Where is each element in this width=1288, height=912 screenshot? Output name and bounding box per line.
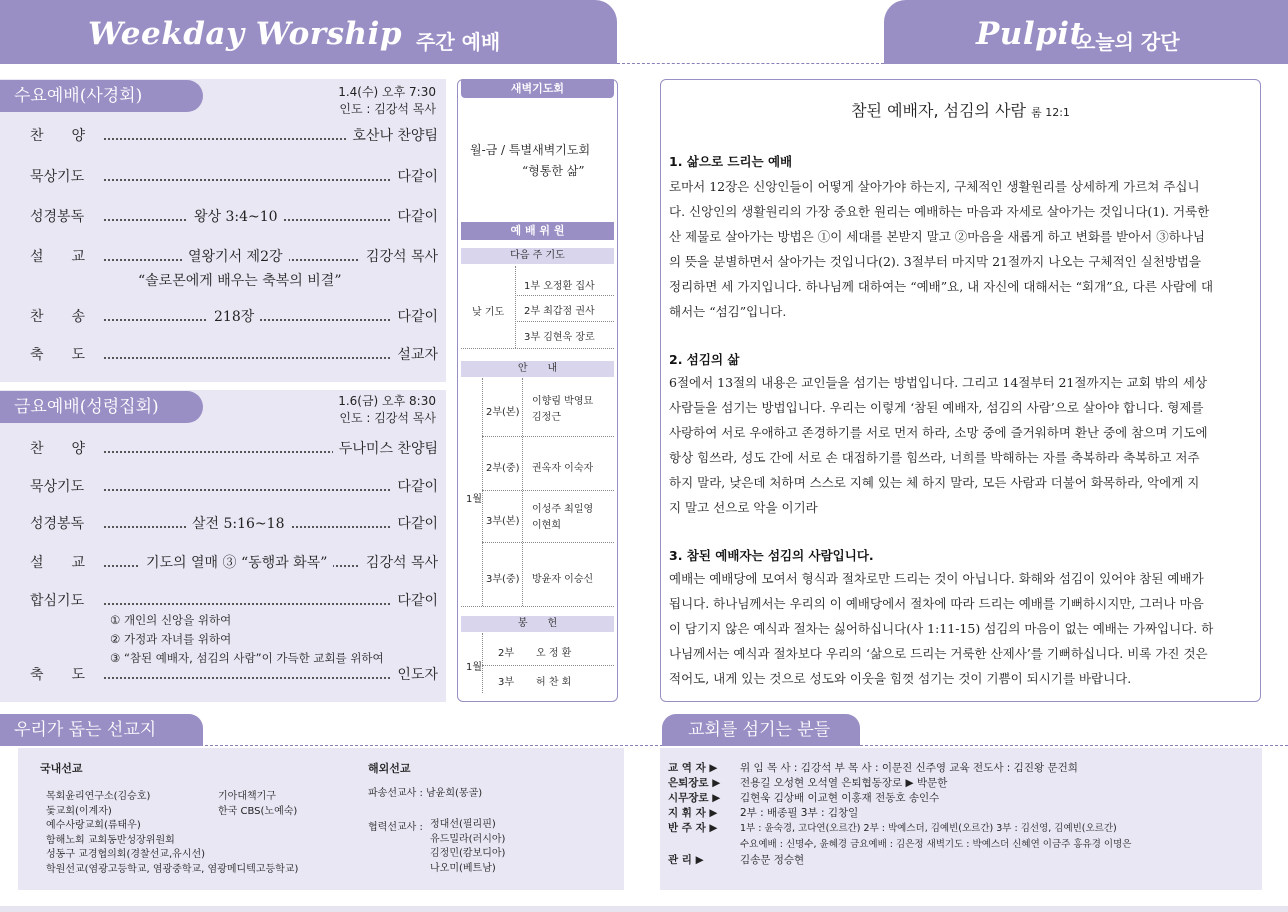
header-divider bbox=[617, 63, 884, 64]
header-pulpit-korean: 오늘의 강단 bbox=[1076, 30, 1180, 54]
guide-part: 3부(본) bbox=[486, 516, 520, 527]
guide-names: 방윤자 이승신 bbox=[532, 574, 594, 585]
guide-header: 안 내 bbox=[461, 361, 614, 377]
mission-item: 김정민(캄보디아) bbox=[430, 848, 506, 859]
friday-info bbox=[338, 393, 436, 427]
mission-item: 유드밀라(러시아) bbox=[430, 833, 506, 845]
guide-month: 1월 bbox=[466, 494, 483, 505]
dawn-line1: 월-금 / 특별새벽기도회 bbox=[470, 143, 591, 157]
fri-row-praise: 찬 양 두나미스 찬양팀 bbox=[30, 438, 438, 460]
sermon-section-body: 로마서 12장은 신앙인들이 어떻게 살아가야 하는지, 구체적인 생활원리를 상세하게 가르쳐 주십니 다. 신앙인의 생활원리의 가장 중요한 원리는 예배하는 마음과 자세로 살아가는 것입니다(1). 거룩한 산 제물로 살아가는 방법은 ①이 세대를 본받지 말고 ②마음을 새롭게 하고 변화를 받아서 ③하나님 의 뜻을 분별하면서 살아가는 것입니다(2). 3절부터 마지막 21절까지 나오는 구체적인 실천방법을 정리하면 세 가지입니다. 하나님께 대하여는 “예배”요, 내 자신에 대해서는 “회개”요, 다른 사람에 대 해서는 “섬김”입니다. bbox=[669, 179, 1214, 319]
offering-name: 오 정 환 bbox=[536, 648, 572, 659]
prayer-row: 1부 오정환 집사 bbox=[524, 281, 595, 292]
guide-part: 3부(중) bbox=[486, 574, 520, 585]
prayer-label: 낮 기도 bbox=[472, 307, 505, 318]
domestic-title: 국내선교 bbox=[40, 762, 83, 775]
wed-row-hymn: 찬 송 218장 다같이 bbox=[30, 306, 438, 328]
wednesday-tab: 수요예배(사경회) bbox=[0, 80, 203, 112]
wednesday-leader: 인도 : 김강석 목사 bbox=[339, 102, 436, 116]
mission-item: 함해노회 교회동반성장위원회 bbox=[46, 834, 175, 846]
prayer-header: 다음 주 기도 bbox=[461, 248, 614, 264]
fri-row-prayer: 합심기도 다같이 bbox=[30, 590, 438, 612]
wed-sermon-subtitle: “솔로몬에게 배우는 축복의 비결” bbox=[138, 273, 342, 289]
guide-part: 2부(중) bbox=[486, 463, 520, 474]
header-weekday-script: Weekday Worship bbox=[88, 16, 403, 52]
servant-label: 지 휘 자 ▶ bbox=[668, 807, 718, 819]
servant-label: 교 역 자 ▶ bbox=[668, 762, 718, 774]
dawn-line2: “형통한 삶” bbox=[522, 164, 585, 178]
servant-text: 전용길 오성현 오석열 은퇴협동장로 ▶ 박문한 bbox=[740, 777, 948, 789]
servant-text: 위 임 목 사 : 김강석 부 목 사 : 이문진 신주영 교육 전도사 : 김진왕 문건희 bbox=[740, 762, 1078, 774]
wednesday-date: 1.4(수) 오후 7:30 bbox=[338, 85, 436, 99]
offering-name: 허 찬 회 bbox=[536, 677, 572, 688]
mission-item: 성동구 교경협의회(경찰선교,유시선) bbox=[46, 849, 206, 860]
mission-item: 나오미(베트남) bbox=[430, 862, 496, 874]
wed-row-scripture: 성경봉독 왕상 3:4~10 다같이 bbox=[30, 206, 438, 228]
servant-text: 2부 : 배종필 3부 : 김창일 bbox=[740, 807, 859, 819]
missions-panel bbox=[18, 748, 624, 890]
header-pulpit bbox=[884, 0, 1288, 64]
friday-leader: 인도 : 김강석 목사 bbox=[339, 411, 436, 425]
mission-item: 학원선교(염광고등학교, 염광중학교, 염광메디텍고등학교) bbox=[46, 863, 299, 875]
friday-date: 1.6(금) 오후 8:30 bbox=[338, 394, 436, 408]
committee-title: 예 배 위 원 bbox=[461, 222, 614, 240]
guide-names: 이성주 최일영 이현희 bbox=[532, 504, 594, 531]
fri-row-meditation: 묵상기도 다같이 bbox=[30, 476, 438, 498]
sermon-title-line bbox=[661, 98, 1260, 121]
header-weekday-korean: 주간 예배 bbox=[416, 30, 501, 54]
prayer-item: ③ “참된 예배자, 섬김의 사람”이 가득한 교회를 위하여 bbox=[110, 651, 384, 665]
offering-header: 봉 헌 bbox=[461, 616, 614, 632]
guide-names: 권옥자 이숙자 bbox=[532, 463, 594, 474]
dawn-and-committee-box bbox=[457, 79, 618, 702]
mission-item: 기아대책기구 bbox=[218, 791, 276, 802]
prayer-item: ② 가정과 자녀를 위하여 bbox=[110, 632, 232, 646]
servants-tab: 교회를 섬기는 분들 bbox=[662, 714, 860, 746]
wed-row-meditation: 묵상기도 다같이 bbox=[30, 166, 438, 188]
overseas-title: 해외선교 bbox=[368, 762, 411, 775]
fri-row-benediction: 축 도 인도자 bbox=[30, 664, 438, 686]
coop-label: 협력선교사 : bbox=[368, 822, 423, 833]
sermon-section-heading: 1. 삶으로 드리는 예배 bbox=[669, 154, 793, 169]
fri-prayer-list bbox=[110, 611, 384, 668]
sermon-section-heading: 2. 섬김의 삶 bbox=[669, 352, 740, 367]
offering-part: 3부 bbox=[498, 677, 515, 688]
sermon-box bbox=[660, 79, 1261, 702]
fri-row-sermon: 설 교 기도의 열매 ③ “동행과 화목” 김강석 목사 bbox=[30, 552, 438, 574]
servant-label: 반 주 자 ▶ bbox=[668, 822, 718, 834]
sermon-section-body: 예배는 예배당에 모여서 형식과 절차로만 드리는 것이 아닙니다. 화해와 섬김이 있어야 참된 예배가 됩니다. 하나님께서는 우리의 이 예배당에서 절차에 따라 드리는 예배를 기뻐하시지만, 그러나 마음 이 담기지 않은 예식과 절차는 싫어하십니다(사 1:11-15) 섬김의 마음이 없는 예배는 가짜입니다. 하 나님께서는 예식과 절차보다 우리의 ‘삶으로 드리는 거룩한 산제사’를 기뻐하십니다. 비록 가진 것은 적어도, 내게 있는 것으로 성도와 이웃을 힘껏 섬기는 것이 기쁨이 되시기를 바랍니다. bbox=[669, 571, 1214, 686]
missions-tab: 우리가 돕는 선교지 bbox=[0, 714, 203, 746]
mission-item: 정대선(필리핀) bbox=[430, 819, 496, 830]
wed-row-benediction: 축 도 설교자 bbox=[30, 344, 438, 366]
coop-list bbox=[430, 818, 505, 876]
offering-part: 2부 bbox=[498, 648, 515, 659]
servant-text: 1부 : 윤숙경, 고다연(오르간) 2부 : 박예스더, 김예빈(오르간) 3부 : 김선영, 김예빈(오르간) bbox=[740, 823, 1117, 834]
servant-text: 수요예배 : 신명수, 윤혜경 금요예배 : 김은정 새벽기도 : 박예스더 신혜연 이금주 홍유경 이명은 bbox=[740, 839, 1132, 850]
servant-label: 관 리 ▶ bbox=[668, 854, 704, 866]
servant-text: 김송문 정승현 bbox=[740, 854, 805, 866]
guide-names: 이향림 박영묘 김정근 bbox=[532, 396, 594, 423]
mission-item: 한국 CBS(노예숙) bbox=[218, 805, 298, 817]
mission-item: 돛교회(이계자) bbox=[46, 805, 112, 817]
sermon-section-body: 6절에서 13절의 내용은 교인들을 섬기는 방법입니다. 그리고 14절부터 21절까지는 교회 밖의 세상 사람들을 섬기는 방법입니다. 우리는 이렇게 ‘참된 예배자, 섬김의 사람’으로 살아야 합니다. 형제를 사랑하여 서로 우애하고 존경하기를 서로 먼저 하라, 소망 중에 즐거워하며 환난 중에 참으며 기도에 항상 힘쓰라, 성도 간에 서로 손 대접하기를 힘쓰라, 너희를 박해하는 자를 축복하라 축복하고 저주 하지 말라, 낮은데 처하며 스스로 지혜 있는 체 하지 말라, 모든 사람과 더불어 화목하라, 악에게 지 지 말고 선으로 악을 이기라 bbox=[669, 375, 1208, 515]
mission-item: 예수사랑교회(류태우) bbox=[46, 820, 141, 831]
servant-label: 시무장로 ▶ bbox=[668, 792, 721, 804]
page-footer-strip bbox=[0, 906, 1288, 912]
sermon-title: 참된 예배자, 섬김의 사람 bbox=[851, 101, 1026, 120]
friday-tab: 금요예배(성령집회) bbox=[0, 391, 203, 423]
domestic-col2 bbox=[218, 790, 297, 819]
sermon-section-heading: 3. 참된 예배자는 섬김의 사람입니다. bbox=[669, 548, 874, 563]
servant-label: 은퇴장로 ▶ bbox=[668, 777, 721, 789]
mission-item: 목회윤리연구소(김승호) bbox=[46, 791, 151, 802]
wed-row-sermon: 설 교 열왕기서 제2강 김강석 목사 bbox=[30, 246, 438, 268]
fri-row-scripture: 성경봉독 살전 5:16~18 다같이 bbox=[30, 513, 438, 535]
prayer-item: ① 개인의 신앙을 위하여 bbox=[110, 613, 232, 627]
header-pulpit-script: Pulpit bbox=[976, 16, 1085, 52]
dawn-title: 새벽기도회 bbox=[461, 80, 614, 98]
header-weekday-worship bbox=[0, 0, 617, 64]
wednesday-info bbox=[338, 84, 436, 118]
servant-text: 김현욱 김상배 이교현 이홍재 전동호 송인수 bbox=[740, 792, 940, 804]
dispatch-missionary: 파송선교사 : 남윤희(몽골) bbox=[368, 788, 483, 799]
servants-panel bbox=[660, 748, 1262, 890]
offering-month: 1월 bbox=[466, 662, 483, 673]
prayer-row: 3부 김현욱 장로 bbox=[524, 332, 595, 343]
prayer-row: 2부 최갑점 권사 bbox=[524, 306, 595, 317]
wed-row-praise: 찬 양 호산나 찬양팀 bbox=[30, 125, 438, 147]
guide-part: 2부(본) bbox=[486, 407, 520, 418]
sermon-ref: 롬 12:1 bbox=[1031, 106, 1070, 119]
